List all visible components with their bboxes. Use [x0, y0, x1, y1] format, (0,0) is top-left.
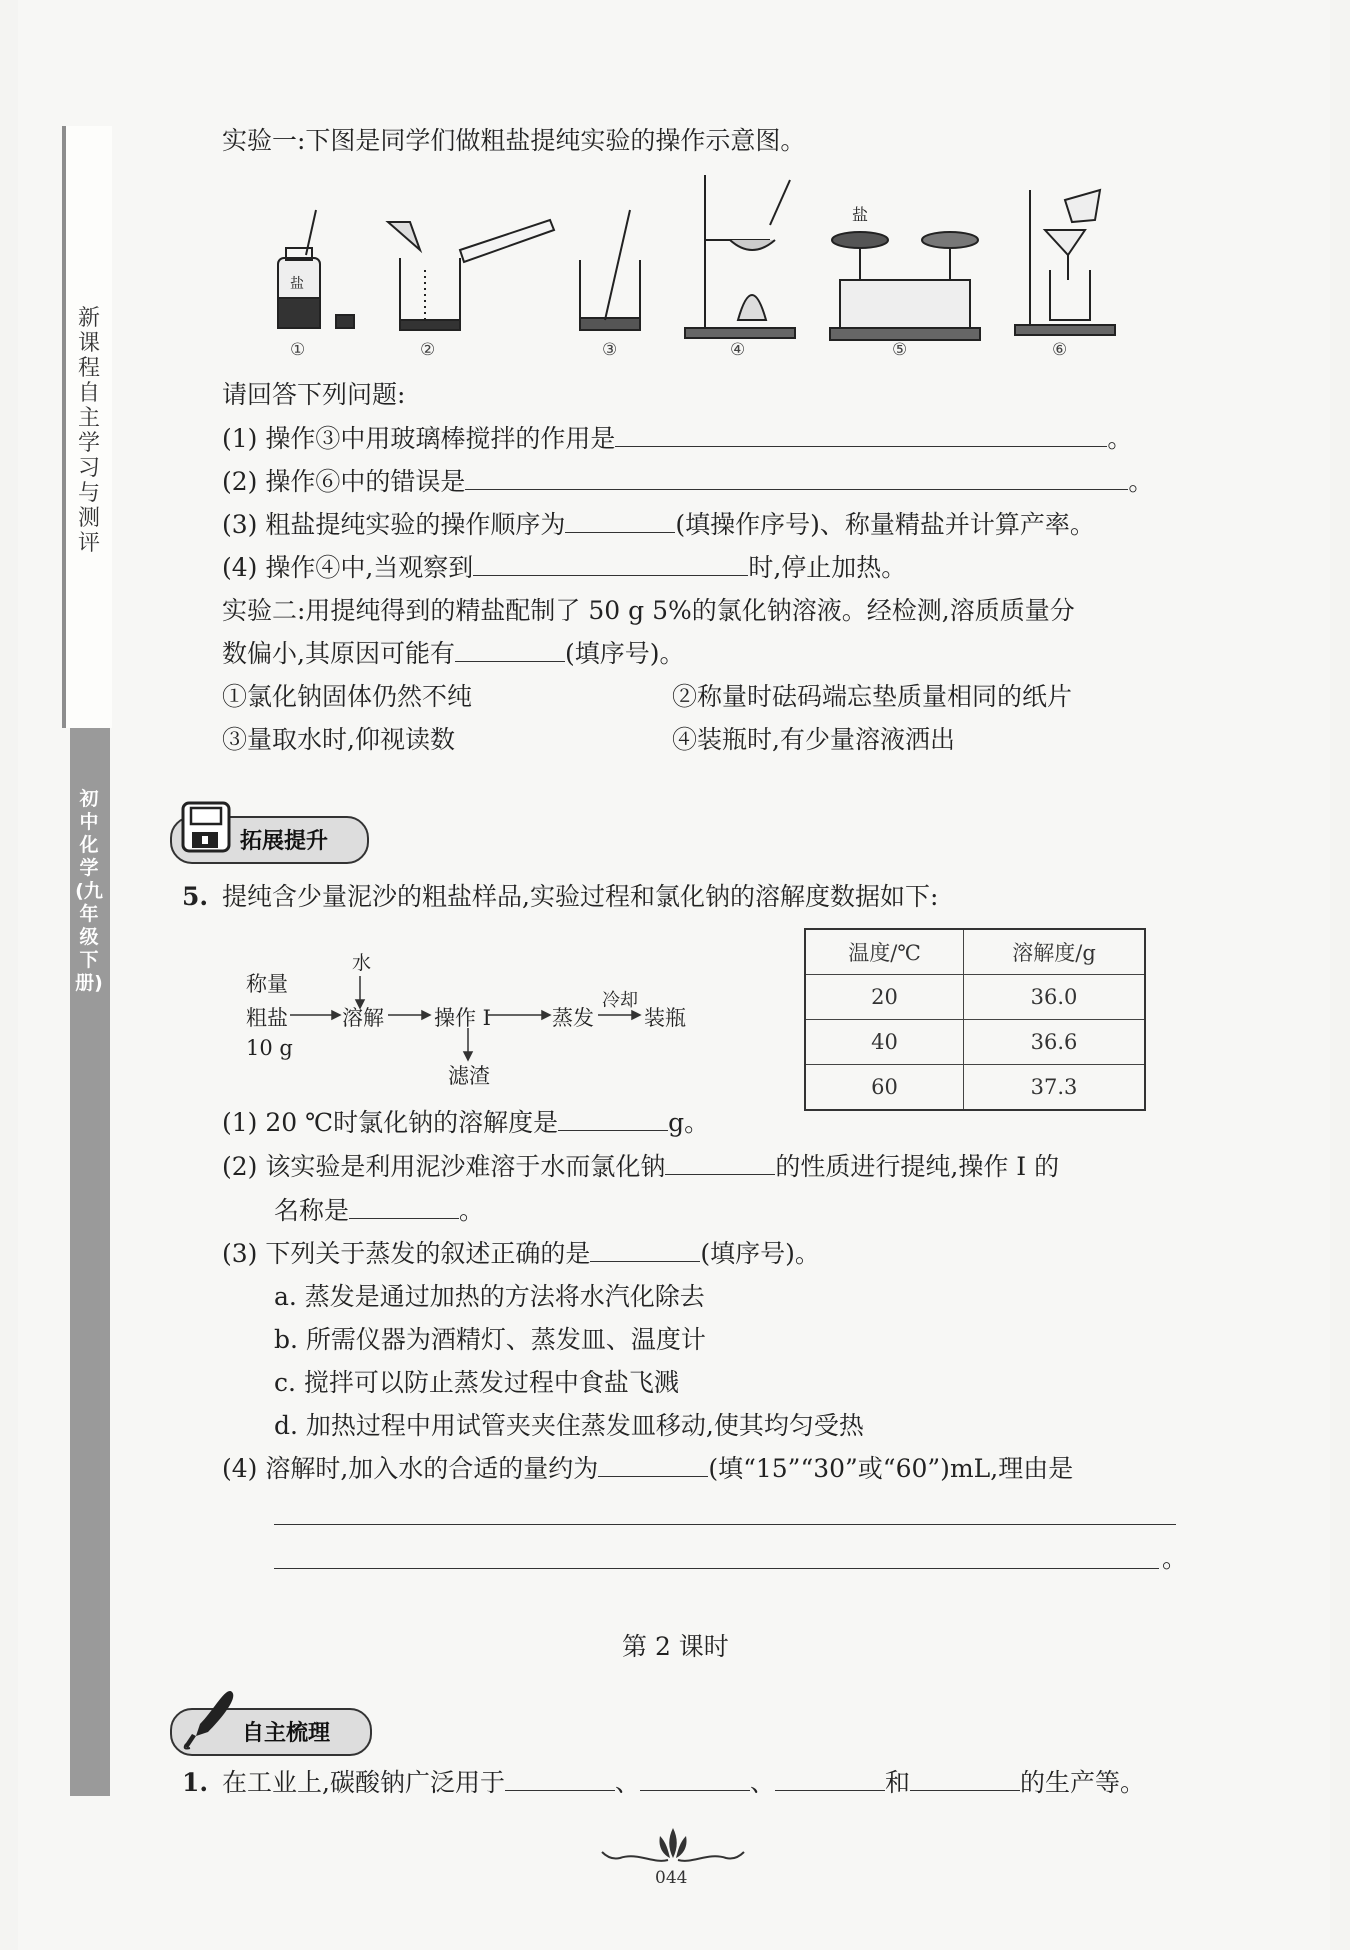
- exp1-q3-blank[interactable]: [565, 508, 675, 533]
- exp1-q3-text: (3) 粗盐提纯实验的操作顺序为: [222, 510, 566, 539]
- q5-option-a: a. 蒸发是通过加热的方法将水汽化除去: [274, 1282, 705, 1311]
- figure-label-1: ①: [290, 340, 306, 360]
- q5-part3-text: (3) 下列关于蒸发的叙述正确的是: [222, 1239, 591, 1268]
- q1-sep-2: 、: [749, 1768, 775, 1797]
- q5-part2-text: (2) 该实验是利用泥沙难溶于水而氯化钠: [222, 1152, 666, 1181]
- q5-part2-cont: [274, 1194, 484, 1228]
- q5-answer-line-2[interactable]: [274, 1568, 1159, 1569]
- q1-blank-3[interactable]: [775, 1766, 885, 1791]
- table-header-row: [805, 929, 1145, 975]
- process-flow: [240, 948, 720, 1088]
- table-cell: 40: [805, 1020, 964, 1065]
- table-row: [805, 1020, 1145, 1065]
- q5-part1-text: (1) 20 ℃时氯化钠的溶解度是: [222, 1108, 559, 1137]
- exp2-option-4: ④装瓶时,有少量溶液洒出: [672, 725, 955, 754]
- q5-part1: [222, 1106, 709, 1140]
- flow-operation-1: 操作 I: [434, 1006, 491, 1030]
- table-cell: 60: [805, 1065, 964, 1111]
- exp2-option-2: ②称量时砝码端忘垫质量相同的纸片: [672, 682, 1073, 711]
- exp2-line2-end: (填序号)。: [564, 639, 685, 668]
- exp1-q4-text: (4) 操作④中,当观察到: [222, 553, 474, 582]
- ornament-icon: [598, 1822, 748, 1872]
- q5-part4-text-end: (填“15”“30”或“60”)mL,理由是: [708, 1454, 1074, 1483]
- exp1-q2: [222, 465, 1153, 499]
- exp1-intro: 实验一:下图是同学们做粗盐提纯实验的操作示意图。: [222, 126, 806, 155]
- exp2-option-3: ③量取水时,仰视读数: [222, 725, 455, 754]
- q5-part3-blank[interactable]: [590, 1237, 700, 1262]
- table-cell: 36.0: [964, 975, 1145, 1020]
- figure-label-2: ②: [420, 340, 436, 360]
- exp1-q2-blank[interactable]: [465, 465, 1128, 490]
- flow-bottle: 装瓶: [644, 1006, 686, 1030]
- q5-part2-period: 。: [459, 1196, 485, 1225]
- flow-crude-salt: 粗盐: [246, 1006, 288, 1030]
- q5-part1-blank[interactable]: [558, 1106, 668, 1131]
- table-row: [805, 975, 1145, 1020]
- flow-residue: 滤渣: [448, 1064, 490, 1088]
- q1-text-end: 的生产等。: [1020, 1768, 1146, 1797]
- table-cell: 36.6: [964, 1020, 1145, 1065]
- flow-dissolve: 溶解: [342, 1006, 384, 1030]
- exp1-prompt: 请回答下列问题:: [222, 380, 406, 409]
- q1-text-start: 在工业上,碳酸钠广泛用于: [222, 1768, 505, 1797]
- q5-part2-blank[interactable]: [665, 1150, 775, 1175]
- exp1-q4-text-end: 时,停止加热。: [748, 553, 907, 582]
- lesson-title: 第 2 课时: [622, 1632, 729, 1661]
- q5-part2-text-end: 的性质进行提纯,操作 I 的: [775, 1152, 1060, 1181]
- exp1-q1-blank[interactable]: [615, 422, 1107, 447]
- jar-label: 盐: [290, 276, 304, 292]
- q5-number: 5.: [182, 882, 209, 911]
- book-title: 初中化学(九年级下册): [75, 788, 103, 994]
- q5-option-c: c. 搅拌可以防止蒸发过程中食盐飞溅: [274, 1368, 679, 1397]
- exp2-blank[interactable]: [455, 637, 565, 662]
- exp2-option-1: ①氯化钠固体仍然不纯: [222, 682, 473, 711]
- q1-blank-4[interactable]: [910, 1766, 1020, 1791]
- q1-text: [222, 1766, 1145, 1800]
- exp1-q1-period: 。: [1107, 424, 1133, 453]
- disk-icon: [180, 800, 234, 856]
- figure-label-6: ⑥: [1052, 340, 1068, 360]
- q5-part2-name-blank[interactable]: [349, 1194, 459, 1219]
- table-header-solubility: 溶解度/g: [964, 929, 1145, 975]
- exp1-q4-blank[interactable]: [473, 551, 748, 576]
- q5-stem: 提纯含少量泥沙的粗盐样品,实验过程和氯化钠的溶解度数据如下:: [222, 882, 939, 911]
- figure-label-5: ⑤: [892, 340, 908, 360]
- flow-evaporate: 蒸发: [552, 1006, 594, 1030]
- q5-part3: [222, 1237, 820, 1271]
- q5-part4: [222, 1452, 1073, 1486]
- q5-part4-blank[interactable]: [598, 1452, 708, 1477]
- q5-answer-period: 。: [1162, 1544, 1188, 1573]
- table-row: [805, 1065, 1145, 1111]
- table-header-temp: 温度/℃: [805, 929, 964, 975]
- exp1-q3-text-end: (填操作序号)、称量精盐并计算产率。: [675, 510, 1095, 539]
- q1-blank-2[interactable]: [640, 1766, 750, 1791]
- series-title: 新课程自主学习与测评: [77, 306, 100, 556]
- q5-part1-unit: g。: [668, 1108, 710, 1137]
- sidebar-series: [62, 126, 112, 728]
- q5-part2-name-text: 名称是: [274, 1196, 350, 1225]
- apparatus-figure: [260, 170, 1120, 370]
- q5-part2: [222, 1150, 1059, 1184]
- page-number: 044: [655, 1868, 688, 1888]
- flow-cool: 冷却: [602, 990, 638, 1011]
- q1-number: 1.: [182, 1768, 209, 1797]
- exp2-line2: [222, 637, 684, 671]
- figure-label-4: ④: [730, 340, 746, 360]
- q1-blank-1[interactable]: [505, 1766, 615, 1791]
- table-cell: 20: [805, 975, 964, 1020]
- balance-label: 盐: [852, 205, 869, 224]
- exp2-line2-text: 数偏小,其原因可能有: [222, 639, 455, 668]
- solubility-table: [804, 928, 1146, 1111]
- flow-weigh: 称量: [246, 972, 288, 996]
- q1-sep-1: 、: [614, 1768, 640, 1797]
- exp1-q1-text: (1) 操作③中用玻璃棒搅拌的作用是: [222, 424, 616, 453]
- q5-option-b: b. 所需仪器为酒精灯、蒸发皿、温度计: [274, 1325, 706, 1354]
- sidebar-book: [70, 728, 110, 1796]
- q5-part3-text-end: (填序号)。: [700, 1239, 820, 1268]
- flow-mass: 10 g: [246, 1036, 293, 1060]
- banner-review-label: 自主梳理: [242, 1721, 331, 1746]
- q5-part4-text: (4) 溶解时,加入水的合适的量约为: [222, 1454, 599, 1483]
- q5-answer-line-1[interactable]: [274, 1524, 1176, 1525]
- q5-option-d: d. 加热过程中用试管夹夹住蒸发皿移动,使其均匀受热: [274, 1411, 864, 1440]
- exp1-q2-text: (2) 操作⑥中的错误是: [222, 467, 466, 496]
- banner-extension-label: 拓展提升: [240, 829, 329, 854]
- q1-and: 和: [884, 1768, 910, 1797]
- figure-label-3: ③: [602, 340, 618, 360]
- exp1-q4: [222, 551, 906, 585]
- flow-water: 水: [352, 952, 372, 974]
- pen-icon: [178, 1688, 240, 1754]
- exp1-q3: [222, 508, 1095, 542]
- apparatus-illustration: [260, 170, 1120, 370]
- exp1-q2-period: 。: [1128, 467, 1154, 496]
- table-cell: 37.3: [964, 1065, 1145, 1111]
- exp2-line1: 实验二:用提纯得到的精盐配制了 50 g 5%的氯化钠溶液。经检测,溶质质量分: [222, 596, 1075, 625]
- exp1-q1: [222, 422, 1132, 456]
